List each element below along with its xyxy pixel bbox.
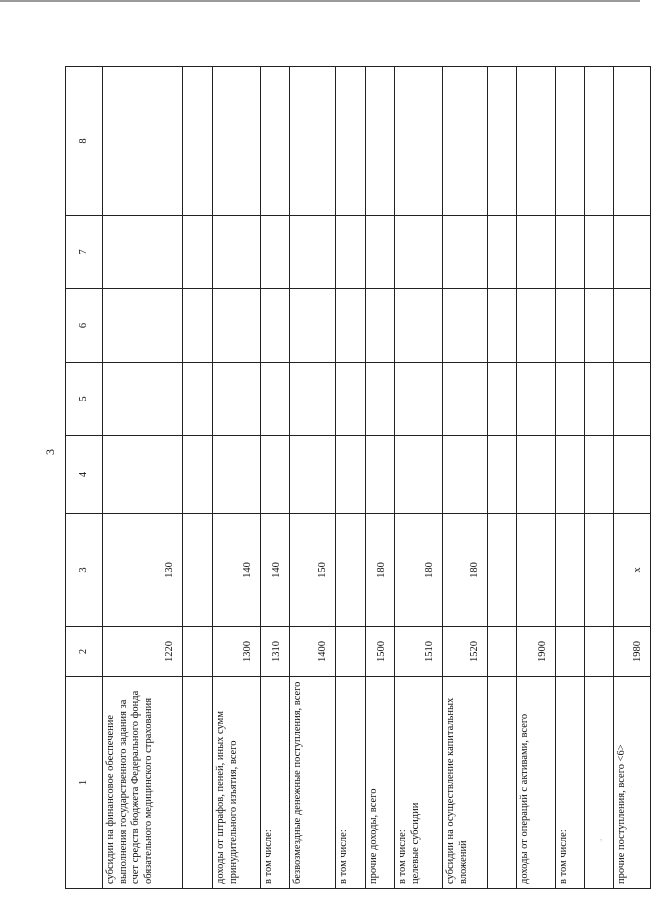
row-name-cell: безвозмездные денежные поступления, всего: [290, 677, 336, 889]
row-value-cell: [585, 363, 614, 436]
row-value-cell: [614, 216, 651, 289]
row-code-cell: 1400: [290, 627, 336, 677]
row-value-cell: [183, 289, 213, 363]
table-header-row: [66, 67, 103, 889]
row-value-cell: [614, 363, 651, 436]
row-code-cell: 1510: [395, 627, 443, 677]
header-cell-8: 8: [66, 67, 103, 216]
row-kosgu-cell: 140: [213, 514, 261, 627]
row-value-cell: [585, 436, 614, 514]
row-value-cell: [336, 67, 366, 216]
row-value-cell: [614, 436, 651, 514]
row-value-cell: [585, 216, 614, 289]
row-value-cell: [614, 67, 651, 216]
row-value-cell: [366, 436, 395, 514]
row-value-cell: [290, 67, 336, 216]
row-value-cell: [261, 289, 290, 363]
row-value-cell: [103, 363, 183, 436]
rotated-table-wrapper: [65, 67, 644, 889]
row-value-cell: [517, 67, 556, 216]
row-kosgu-cell: x: [614, 514, 651, 627]
row-value-cell: [395, 436, 443, 514]
row-code-cell: 1310: [261, 627, 290, 677]
row-value-cell: [290, 363, 336, 436]
row-value-cell: [488, 436, 517, 514]
table-row: [517, 67, 556, 889]
row-value-cell: [103, 216, 183, 289]
row-name-cell: [183, 677, 213, 889]
row-kosgu-cell: [585, 514, 614, 627]
row-value-cell: [443, 363, 488, 436]
row-value-cell: [213, 289, 261, 363]
row-value-cell: [290, 436, 336, 514]
row-value-cell: [213, 67, 261, 216]
row-code-cell: 1520: [443, 627, 488, 677]
header-cell-5: 5: [66, 363, 103, 436]
table-row: [395, 67, 443, 889]
row-name-cell: в том числе:: [336, 677, 366, 889]
row-code-cell: [585, 627, 614, 677]
row-name-cell: субсидии на осуществление капитальных вложений: [443, 677, 488, 889]
row-name-cell: [585, 677, 614, 889]
row-value-cell: [556, 216, 585, 289]
row-kosgu-cell: [336, 514, 366, 627]
row-name-cell: доходы от штрафов, пеней, иных сумм принудительного изъятия, всего: [213, 677, 261, 889]
table-row: [290, 67, 336, 889]
row-kosgu-cell: [517, 514, 556, 627]
row-value-cell: [183, 67, 213, 216]
row-value-cell: [290, 289, 336, 363]
row-value-cell: [517, 216, 556, 289]
row-code-cell: [488, 627, 517, 677]
row-name-cell: [488, 677, 517, 889]
row-value-cell: [488, 216, 517, 289]
header-cell-7: 7: [66, 216, 103, 289]
header-cell-1: 1: [66, 677, 103, 889]
row-value-cell: [395, 289, 443, 363]
row-value-cell: [488, 289, 517, 363]
row-value-cell: [517, 363, 556, 436]
row-code-cell: 1500: [366, 627, 395, 677]
table-row: [103, 67, 183, 889]
table-row: [261, 67, 290, 889]
row-name-cell: прочие доходы, всего: [366, 677, 395, 889]
row-value-cell: [183, 436, 213, 514]
table-row: [443, 67, 488, 889]
row-code-cell: [336, 627, 366, 677]
row-value-cell: [103, 289, 183, 363]
row-value-cell: [585, 67, 614, 216]
row-value-cell: [213, 436, 261, 514]
row-value-cell: [336, 289, 366, 363]
row-kosgu-cell: 180: [366, 514, 395, 627]
row-name-cell: в том числе:: [261, 677, 290, 889]
row-kosgu-cell: 150: [290, 514, 336, 627]
row-value-cell: [395, 216, 443, 289]
row-kosgu-cell: 140: [261, 514, 290, 627]
row-value-cell: [443, 216, 488, 289]
table-row: [488, 67, 517, 889]
scan-edge-line: [0, 0, 640, 2]
header-cell-4: 4: [66, 436, 103, 514]
header-cell-3: 3: [66, 514, 103, 627]
row-value-cell: [183, 216, 213, 289]
row-value-cell: [261, 436, 290, 514]
row-value-cell: [261, 363, 290, 436]
page-number: 3: [42, 449, 57, 455]
row-value-cell: [366, 363, 395, 436]
row-code-cell: [183, 627, 213, 677]
header-cell-2: 2: [66, 627, 103, 677]
row-value-cell: [213, 216, 261, 289]
scan-speck: ,: [600, 832, 603, 842]
row-value-cell: [614, 289, 651, 363]
row-value-cell: [290, 216, 336, 289]
row-value-cell: [488, 67, 517, 216]
row-code-cell: 1300: [213, 627, 261, 677]
row-code-cell: 1900: [517, 627, 556, 677]
row-value-cell: [366, 289, 395, 363]
row-name-cell: субсидии на финансовое обеспечение выполнения государственного задания за счет средств бюджета Федерального фонда обязательного медицинского страхования: [103, 677, 183, 889]
row-value-cell: [585, 289, 614, 363]
row-kosgu-cell: 180: [395, 514, 443, 627]
row-value-cell: [336, 436, 366, 514]
income-table: [65, 66, 651, 889]
row-value-cell: [517, 289, 556, 363]
row-value-cell: [336, 216, 366, 289]
row-value-cell: [336, 363, 366, 436]
row-value-cell: [395, 67, 443, 216]
table-row: [585, 67, 614, 889]
row-kosgu-cell: 180: [443, 514, 488, 627]
row-value-cell: [366, 216, 395, 289]
row-kosgu-cell: [488, 514, 517, 627]
row-name-cell: в том числе:: [556, 677, 585, 889]
row-code-cell: 1980: [614, 627, 651, 677]
table-row: [336, 67, 366, 889]
row-name-cell: в том числе: целевые субсидии: [395, 677, 443, 889]
row-kosgu-cell: [183, 514, 213, 627]
row-value-cell: [556, 67, 585, 216]
row-value-cell: [488, 363, 517, 436]
row-name-cell: доходы от операций с активами, всего: [517, 677, 556, 889]
row-value-cell: [556, 436, 585, 514]
table-row: [556, 67, 585, 889]
row-kosgu-cell: [556, 514, 585, 627]
table-row: [183, 67, 213, 889]
row-value-cell: [443, 289, 488, 363]
table-row: [213, 67, 261, 889]
row-value-cell: [261, 67, 290, 216]
row-name-cell: прочие поступления, всего <6>: [614, 677, 651, 889]
row-value-cell: [183, 363, 213, 436]
row-value-cell: [213, 363, 261, 436]
row-value-cell: [261, 216, 290, 289]
row-value-cell: [556, 363, 585, 436]
table-row: [366, 67, 395, 889]
row-value-cell: [103, 436, 183, 514]
row-value-cell: [443, 67, 488, 216]
row-value-cell: [366, 67, 395, 216]
header-cell-6: 6: [66, 289, 103, 363]
row-code-cell: 1220: [103, 627, 183, 677]
row-code-cell: [556, 627, 585, 677]
row-value-cell: [517, 436, 556, 514]
table-row: [614, 67, 651, 889]
row-value-cell: [556, 289, 585, 363]
row-value-cell: [443, 436, 488, 514]
row-kosgu-cell: 130: [103, 514, 183, 627]
row-value-cell: [103, 67, 183, 216]
row-value-cell: [395, 363, 443, 436]
